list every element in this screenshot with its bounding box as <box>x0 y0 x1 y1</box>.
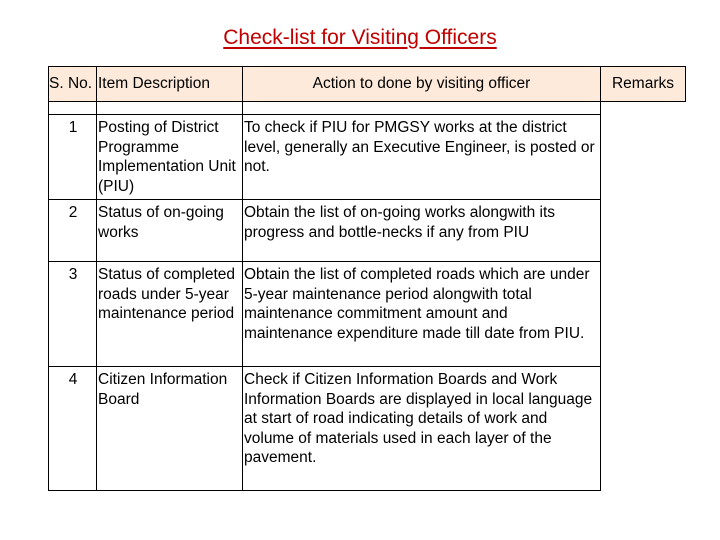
table-row <box>49 115 686 200</box>
header-sno: S. No. <box>49 67 97 102</box>
header-item-description: Item Description <box>97 67 243 102</box>
row-action: Check if Citizen Information Boards and Work Information Boards are displayed in local language at start of road indicating details of work and volume of materials used in each layer of the pavement. <box>243 367 601 491</box>
row-remarks <box>601 262 686 367</box>
row-sno: 4 <box>49 367 97 491</box>
table-row <box>49 367 686 491</box>
row-sno: 3 <box>49 262 97 367</box>
row-remarks <box>601 115 686 200</box>
row-remarks <box>601 367 686 491</box>
table-row <box>49 262 686 367</box>
header-row <box>49 67 686 102</box>
row-action: To check if PIU for PMGSY works at the district level, generally an Executive Engineer, is posted or not. <box>243 115 601 200</box>
header-remarks: Remarks <box>601 67 686 102</box>
row-sno: 2 <box>49 200 97 262</box>
spacer-row <box>49 102 686 115</box>
row-action: Obtain the list of on-going works alongwith its progress and bottle-necks if any from PIU <box>243 200 601 262</box>
row-remarks <box>601 200 686 262</box>
row-item-description: Status of on-going works <box>97 200 243 262</box>
page-title: Check-list for Visiting Officers <box>223 26 497 49</box>
row-item-description: Citizen Information Board <box>97 367 243 491</box>
checklist-table <box>48 66 686 491</box>
table-row <box>49 200 686 262</box>
row-sno: 1 <box>49 115 97 200</box>
row-item-description: Posting of District Programme Implementation Unit (PIU) <box>97 115 243 200</box>
header-action: Action to done by visiting officer <box>243 67 601 102</box>
row-action: Obtain the list of completed roads which are under 5-year maintenance period alongwith total maintenance commitment amount and maintenance expenditure made till date from PIU. <box>243 262 601 367</box>
row-item-description: Status of completed roads under 5-year maintenance period <box>97 262 243 367</box>
